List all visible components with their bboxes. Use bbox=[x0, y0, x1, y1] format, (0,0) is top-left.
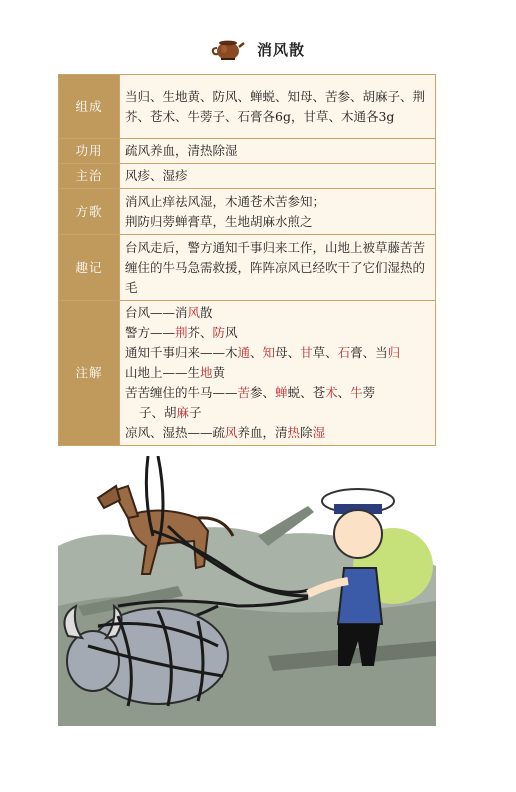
label-composition: 组成 bbox=[59, 75, 120, 139]
row-function bbox=[59, 139, 436, 164]
label-memory: 趣记 bbox=[59, 235, 120, 301]
page-title: 消风散 bbox=[256, 40, 305, 59]
song-line-1: 消风止痒祛风湿，木通苍术苦参知； bbox=[125, 193, 326, 209]
row-composition bbox=[59, 75, 436, 139]
label-function: 功用 bbox=[59, 139, 120, 164]
label-song: 方歌 bbox=[59, 189, 120, 235]
content-composition: 当归、生地黄、防风、蝉蜕、知母、苦参、胡麻子、荆芥、苍术、牛蒡子、石膏各6g，甘草、木通各3g bbox=[120, 75, 436, 139]
cartoon-illustration bbox=[58, 456, 436, 726]
herb-pot-icon bbox=[211, 36, 245, 62]
song-line-2: 荆防归蒡蝉膏草，生地胡麻水煎之 bbox=[125, 213, 313, 229]
note-line-4: 山地上——生地黄 bbox=[125, 365, 226, 380]
note-line-6: 凉风、湿热——疏风养血，清热除湿 bbox=[125, 425, 326, 440]
title-row bbox=[0, 34, 516, 64]
row-memory bbox=[59, 235, 436, 301]
content-indication: 风疹、湿疹 bbox=[120, 164, 436, 189]
row-song bbox=[59, 189, 436, 235]
formula-table bbox=[58, 74, 436, 446]
note-line-1: 台风——消风散 bbox=[125, 305, 213, 320]
row-indication bbox=[59, 164, 436, 189]
content-memory: 台风走后，警方通知千事归来工作，山地上被草藤苦苦缠住的牛马急需救援，阵阵凉风已经吹干了它们湿热的毛 bbox=[120, 235, 436, 301]
row-notes bbox=[59, 301, 436, 446]
note-line-3: 通知千事归来——木通、知母、甘草、石膏、当归 bbox=[125, 345, 401, 360]
label-notes: 注解 bbox=[59, 301, 120, 446]
content-song bbox=[120, 189, 436, 235]
note-line-5-cont: 子、胡麻子 bbox=[139, 405, 202, 420]
note-line-5: 苦苦缠住的牛马——苦参、蝉蜕、苍术、牛蒡 bbox=[125, 385, 376, 400]
note-line-2: 警方——荆芥、防风 bbox=[125, 325, 238, 340]
content-notes bbox=[120, 301, 436, 446]
label-indication: 主治 bbox=[59, 164, 120, 189]
content-function: 疏风养血，清热除湿 bbox=[120, 139, 436, 164]
